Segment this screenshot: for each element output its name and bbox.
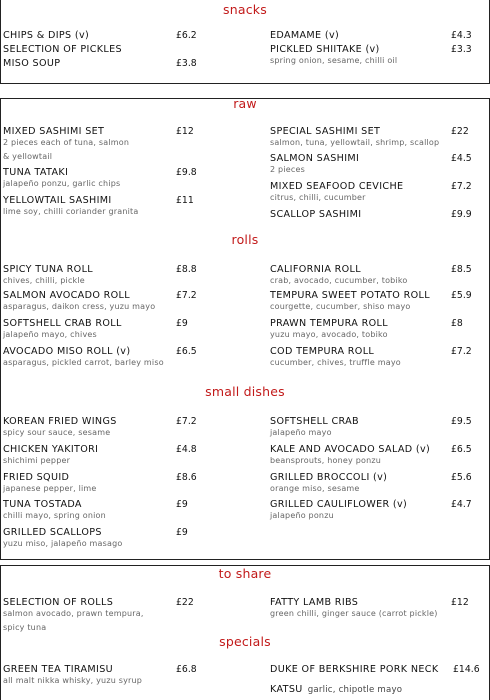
menu-item: EDAMAME (v) [270, 30, 340, 41]
menu-item: SPICY TUNA ROLL chives, chilli, pickle [3, 264, 93, 285]
menu-item: GRILLED SCALLOPS yuzu miso, jalapeño masago [3, 527, 123, 548]
item-price: £9 [176, 499, 188, 510]
menu-item: SOFTSHELL CRAB ROLL jalapeño mayo, chives [3, 318, 122, 339]
section-title-rolls: rolls [231, 232, 259, 247]
item-price: £4.5 [451, 153, 472, 164]
menu-item: SALMON AVOCADO ROLL asparagus, daikon cress, yuzu mayo [3, 290, 156, 311]
section-title-small-dishes: small dishes [205, 384, 285, 399]
menu-item: SALMON SASHIMI 2 pieces [270, 153, 360, 174]
item-price: £8.6 [176, 472, 197, 483]
item-price: £14.6 [453, 664, 480, 675]
item-price: £4.3 [451, 30, 472, 41]
item-price: £4.8 [176, 444, 197, 455]
menu-item: YELLOWTAIL SASHIMI lime soy, chilli coriander granita [3, 195, 139, 216]
menu-item: SPECIAL SASHIMI SET salmon, tuna, yellowtail, shrimp, scallop [270, 126, 440, 147]
item-price: £3.8 [176, 58, 197, 69]
item-price: £6.5 [451, 444, 472, 455]
item-price: £12 [451, 597, 469, 608]
item-price: £9.8 [176, 167, 197, 178]
item-price: £8.8 [176, 264, 197, 275]
menu-item: GRILLED BROCCOLI (v) orange miso, sesame [270, 472, 388, 493]
menu-item: FRIED SQUID japanese pepper, lime [3, 472, 97, 493]
section-title-snacks: snacks [223, 2, 267, 17]
item-price: £5.9 [451, 290, 472, 301]
menu-item: KOREAN FRIED WINGS spicy sour sauce, sesame [3, 416, 117, 437]
item-price: £7.2 [176, 416, 197, 427]
item-price: £6.5 [176, 346, 197, 357]
section-title-raw: raw [233, 96, 257, 111]
item-price: £5.6 [451, 472, 472, 483]
item-price: £4.7 [451, 499, 472, 510]
menu-item: MIXED SASHIMI SET 2 pieces each of tuna, salmon & yellowtail [3, 126, 130, 161]
item-price: £3.3 [451, 44, 472, 55]
item-price: £8.5 [451, 264, 472, 275]
menu-item: CALIFORNIA ROLL crab, avocado, cucumber, tobiko [270, 264, 408, 285]
item-price: £22 [451, 126, 469, 137]
item-price: £11 [176, 195, 194, 206]
item-price: £9 [176, 318, 188, 329]
item-price: £9 [176, 527, 188, 538]
menu-item: PICKLED SHIITAKE (v) spring onion, sesame, chilli oil [270, 44, 398, 65]
menu-item: COD TEMPURA ROLL cucumber, chives, truffle mayo [270, 346, 401, 367]
item-price: £7.2 [176, 290, 197, 301]
menu-item: MIXED SEAFOOD CEVICHE citrus, chilli, cucumber [270, 181, 404, 202]
menu-item: CHIPS & DIPS (v) [3, 30, 90, 41]
menu-item: AVOCADO MISO ROLL (v) asparagus, pickled carrot, barley miso [3, 346, 164, 367]
menu-item: KALE AND AVOCADO SALAD (v) beansprouts, honey ponzu [270, 444, 431, 465]
item-price: £9.5 [451, 416, 472, 427]
menu-item: DUKE OF BERKSHIRE PORK NECK KATSU garlic, chipotle mayo [270, 664, 439, 695]
section-title-specials: specials [219, 634, 271, 649]
menu-item: TUNA TOSTADA chilli mayo, spring onion [3, 499, 106, 520]
item-price: £7.2 [451, 346, 472, 357]
menu-item: GRILLED CAULIFLOWER (v) jalapeño ponzu [270, 499, 408, 520]
section-title-to-share: to share [218, 566, 272, 581]
item-price: £6.8 [176, 664, 197, 675]
menu-item: MISO SOUP [3, 58, 61, 69]
menu-item: PRAWN TEMPURA ROLL yuzu mayo, avocado, tobiko [270, 318, 388, 339]
item-price: £6.2 [176, 30, 197, 41]
item-price: £22 [176, 597, 194, 608]
menu-item: SELECTION OF ROLLS salmon avocado, prawn tempura, spicy tuna [3, 597, 144, 632]
menu-item: FATTY LAMB RIBS green chilli, ginger sauce (carrot pickle) [270, 597, 438, 618]
menu-item: SCALLOP SASHIMI [270, 209, 362, 220]
item-price: £9.9 [451, 209, 472, 220]
menu-item: SELECTION OF PICKLES [3, 44, 122, 55]
menu-item: GREEN TEA TIRAMISU all malt nikka whisky, yuzu syrup [3, 664, 143, 685]
item-price: £7.2 [451, 181, 472, 192]
menu-item: CHICKEN YAKITORI shichimi pepper [3, 444, 99, 465]
menu-item: TUNA TATAKI jalapeño ponzu, garlic chips [3, 167, 121, 188]
item-price: £12 [176, 126, 194, 137]
menu-item: SOFTSHELL CRAB jalapeño mayo [270, 416, 359, 437]
menu-item: TEMPURA SWEET POTATO ROLL courgette, cucumber, shiso mayo [270, 290, 430, 311]
item-price: £8 [451, 318, 463, 329]
